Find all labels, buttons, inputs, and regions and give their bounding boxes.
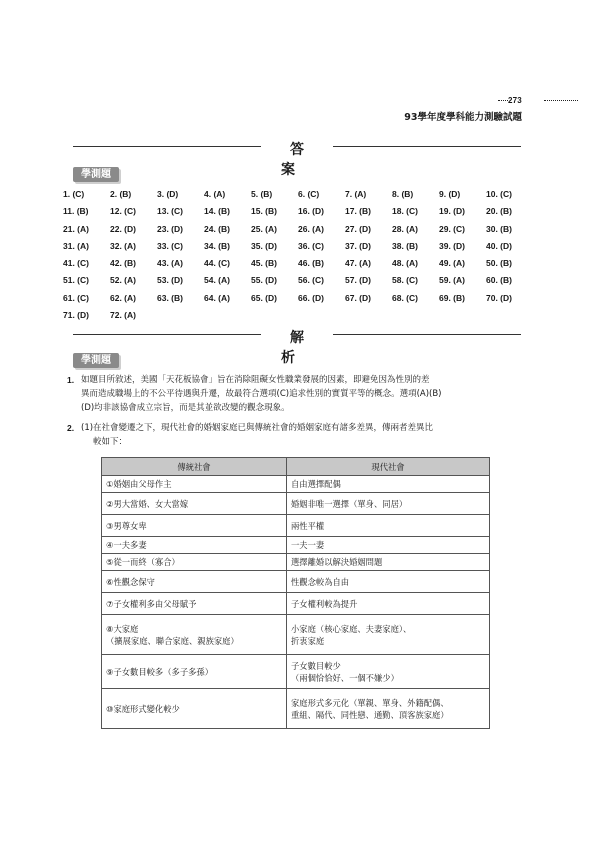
answer-item: 17. (B) — [345, 206, 371, 217]
modern-cell: 選擇離婚以解決婚姻問題 — [287, 554, 490, 571]
divider — [333, 334, 521, 335]
answer-item: 40. (D) — [486, 240, 512, 251]
answer-item: 33. (C) — [157, 240, 183, 251]
answer-item: 18. (C) — [392, 206, 418, 217]
item-number: 2. — [67, 423, 75, 433]
answer-item: 56. (C) — [298, 275, 324, 286]
answer-item: 13. (C) — [157, 206, 183, 217]
table-row — [102, 476, 490, 493]
answer-item: 68. (C) — [392, 292, 418, 303]
answer-item: 37. (D) — [345, 240, 371, 251]
answer-item: 49. (A) — [439, 258, 465, 269]
answer-item: 41. (C) — [63, 258, 89, 269]
analysis-title: 解 析 — [281, 330, 354, 366]
answer-item: 47. (A) — [345, 258, 371, 269]
answer-item: 57. (D) — [345, 275, 371, 286]
answer-row — [63, 258, 533, 275]
answer-item: 44. (C) — [204, 258, 230, 269]
column-header-traditional: 傳統社會 — [102, 458, 287, 476]
answer-item: 60. (B) — [486, 275, 512, 286]
modern-cell: 兩性平權 — [287, 515, 490, 537]
answer-item: 22. (D) — [110, 223, 136, 234]
answer-item: 43. (A) — [157, 258, 183, 269]
answer-item: 29. (C) — [439, 223, 465, 234]
answer-item: 26. (A) — [298, 223, 324, 234]
exam-title: 93學年度學科能力測驗試題 — [404, 112, 522, 123]
answer-item: 51. (C) — [63, 275, 89, 286]
answer-item: 35. (D) — [251, 240, 277, 251]
answer-row — [63, 189, 533, 206]
answer-row — [63, 241, 533, 258]
table-row — [102, 515, 490, 537]
answer-item: 15. (B) — [251, 206, 277, 217]
answers-title: 答 案 — [281, 142, 354, 178]
answer-item: 38. (B) — [392, 240, 418, 251]
answer-item: 65. (D) — [251, 292, 277, 303]
explanation-line: 如題目所敘述，美國「天花板協會」旨在消除阻礙女性職業發展的因素，即避免因為性別的差 — [81, 375, 430, 385]
explanation-item-1 — [67, 373, 531, 415]
modern-cell: 性觀念較為自由 — [287, 571, 490, 593]
answer-row — [63, 206, 533, 223]
explanation-line: 較如下： — [93, 437, 128, 447]
table-row — [102, 593, 490, 615]
table-row — [102, 571, 490, 593]
answer-item: 70. (D) — [486, 292, 512, 303]
answer-item: 69. (B) — [439, 292, 465, 303]
answer-item: 63. (B) — [157, 292, 183, 303]
answer-item: 24. (B) — [204, 223, 230, 234]
answer-item: 45. (B) — [251, 258, 277, 269]
answer-item: 59. (A) — [439, 275, 465, 286]
table-row — [102, 615, 490, 655]
answer-item: 58. (C) — [392, 275, 418, 286]
answer-item: 54. (A) — [204, 275, 230, 286]
answer-item: 62. (A) — [110, 292, 136, 303]
answer-row — [63, 293, 533, 310]
answers-badge: 學測題 — [73, 167, 119, 182]
answer-item: 25. (A) — [251, 223, 277, 234]
comparison-table — [101, 457, 490, 729]
answer-item: 21. (A) — [63, 223, 89, 234]
answer-item: 67. (D) — [345, 292, 371, 303]
modern-cell: 一夫一妻 — [287, 537, 490, 554]
answer-key-grid — [63, 189, 533, 327]
header-dots-left — [498, 100, 508, 101]
answer-item: 66. (D) — [298, 292, 324, 303]
answer-item: 8. (B) — [392, 189, 414, 199]
answer-item: 12. (C) — [110, 206, 136, 217]
answer-item: 72. (A) — [110, 310, 136, 321]
traditional-cell: ⑩家庭形式變化較少 — [102, 689, 287, 729]
answer-item: 6. (C) — [298, 189, 320, 199]
answer-item: 23. (D) — [157, 223, 183, 234]
answer-item: 10. (C) — [486, 189, 512, 199]
modern-cell: 子女數目較少 （兩個恰恰好、一個不嫌少） — [287, 655, 490, 689]
answer-item: 71. (D) — [63, 310, 89, 321]
answer-item: 27. (D) — [345, 223, 371, 234]
traditional-cell: ⑦子女權利多由父母賦予 — [102, 593, 287, 615]
answer-item: 2. (B) — [110, 189, 132, 199]
divider — [333, 146, 521, 147]
explanation-line: 異而造成職場上的不公平待遇與升遷，故最符合選項(C)追求性別的實質平等的概念。選項(A)(B) — [81, 389, 442, 399]
answer-item: 42. (B) — [110, 258, 136, 269]
page-number: 273 — [508, 96, 522, 105]
answer-item: 34. (B) — [204, 240, 230, 251]
traditional-cell: ⑤從一而終（寡合） — [102, 554, 287, 571]
answer-item: 50. (B) — [486, 258, 512, 269]
answer-item: 14. (B) — [204, 206, 230, 217]
answer-item: 7. (A) — [345, 189, 367, 199]
answer-item: 31. (A) — [63, 240, 89, 251]
traditional-cell: ①婚姻由父母作主 — [102, 476, 287, 493]
divider — [73, 334, 261, 335]
answer-item: 9. (D) — [439, 189, 461, 199]
table-row — [102, 655, 490, 689]
traditional-cell: ③男尊女卑 — [102, 515, 287, 537]
answer-row — [63, 310, 533, 327]
traditional-cell: ⑨子女數目較多（多子多孫） — [102, 655, 287, 689]
answer-item: 48. (A) — [392, 258, 418, 269]
answer-item: 4. (A) — [204, 189, 226, 199]
table-row — [102, 689, 490, 729]
modern-cell: 小家庭（核心家庭、夫妻家庭）、 折衷家庭 — [287, 615, 490, 655]
answer-item: 1. (C) — [63, 189, 85, 199]
traditional-cell: ⑥性觀念保守 — [102, 571, 287, 593]
table-row — [102, 554, 490, 571]
modern-cell: 婚姻非唯一選擇（單身、同居） — [287, 493, 490, 515]
answer-item: 36. (C) — [298, 240, 324, 251]
modern-cell: 子女權利較為提升 — [287, 593, 490, 615]
answer-item: 53. (D) — [157, 275, 183, 286]
answer-item: 11. (B) — [63, 206, 89, 217]
answer-item: 32. (A) — [110, 240, 136, 251]
explanation-item-2 — [67, 421, 531, 449]
header-dots-right — [544, 100, 578, 101]
item-number: 1. — [67, 375, 75, 385]
explanation-line: (D)均非該協會成立宗旨，而是其並欲改變的觀念現象。 — [81, 403, 290, 413]
explanation-line: (1)在社會變遷之下，現代社會的婚姻家庭已與傳統社會的婚姻家庭有諸多差異，傳兩者差異比 — [81, 423, 434, 433]
table-row — [102, 493, 490, 515]
answer-item: 52. (A) — [110, 275, 136, 286]
column-header-modern: 現代社會 — [287, 458, 490, 476]
divider — [73, 146, 261, 147]
answer-item: 46. (B) — [298, 258, 324, 269]
answer-item: 64. (A) — [204, 292, 230, 303]
answer-item: 16. (D) — [298, 206, 324, 217]
answer-item: 61. (C) — [63, 292, 89, 303]
answer-item: 19. (D) — [439, 206, 465, 217]
answer-item: 30. (B) — [486, 223, 512, 234]
analysis-badge: 學測題 — [73, 353, 119, 368]
modern-cell: 家庭形式多元化（單親、單身、外籍配偶、 重組、隔代、同性戀、通勤、頂客族家庭） — [287, 689, 490, 729]
answer-item: 3. (D) — [157, 189, 179, 199]
traditional-cell: ②男大當婚、女大當嫁 — [102, 493, 287, 515]
answer-row — [63, 275, 533, 292]
table-header-row — [102, 458, 490, 476]
answer-item: 5. (B) — [251, 189, 273, 199]
table-row — [102, 537, 490, 554]
modern-cell: 自由選擇配偶 — [287, 476, 490, 493]
answer-row — [63, 224, 533, 241]
answer-item: 55. (D) — [251, 275, 277, 286]
answer-item: 20. (B) — [486, 206, 512, 217]
answer-item: 39. (D) — [439, 240, 465, 251]
answer-item: 28. (A) — [392, 223, 418, 234]
traditional-cell: ④一夫多妻 — [102, 537, 287, 554]
traditional-cell: ⑧大家庭 （擴展家庭、聯合家庭、親族家庭） — [102, 615, 287, 655]
